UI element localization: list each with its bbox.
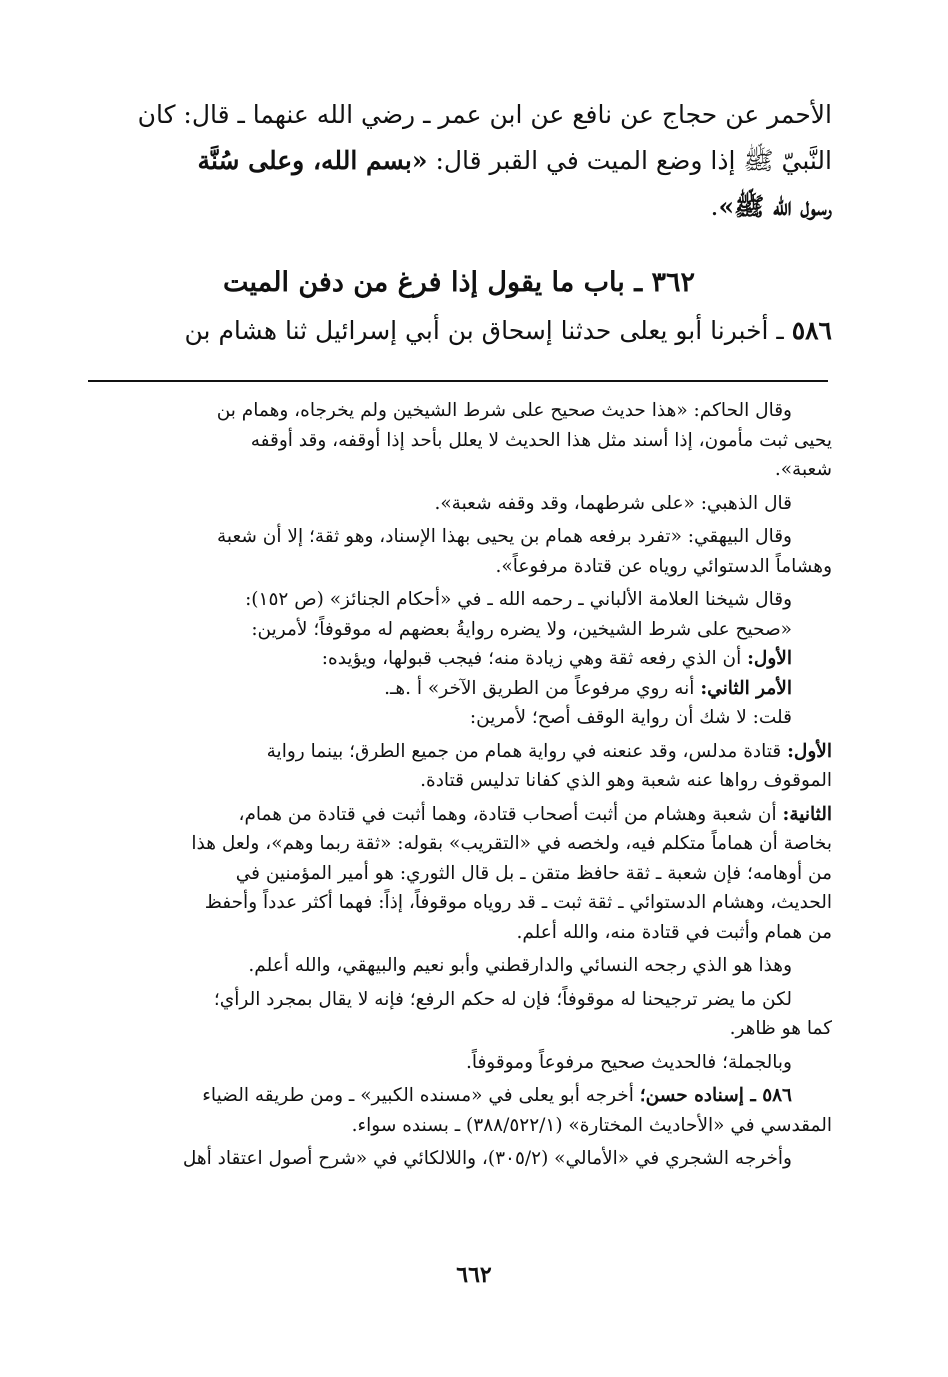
- chapter-heading: ٣٦٢ ـ باب ما يقول إذا فرغ من دفن الميت: [222, 267, 696, 298]
- page-content: [86, 92, 832, 1174]
- basmala-quote-end: رسول الله ﷺ»: [718, 192, 832, 221]
- main-line-3: [86, 184, 832, 230]
- note-line: [86, 644, 832, 674]
- note-line: لكن ما يضر ترجيحنا له موقوفاً؛ فإن له حكم الرفع؛ فإنه لا يقال بمجرد الرأي؛: [213, 988, 792, 1010]
- main-line-2: [86, 138, 832, 184]
- note-line: [86, 737, 832, 767]
- note-line: وأخرجه الشجري في «الأمالي» (٣٠٥/٢)، واللالكائي في «شرح أصول اعتقاد أهل: [182, 1148, 792, 1169]
- hadith-number: ٥٨٦: [791, 316, 832, 345]
- note-label: الأول:: [747, 648, 792, 669]
- note-line: [86, 1081, 832, 1111]
- note-line: وهشاماً الدستوائي روياه عن قتادة مرفوعاً».: [495, 555, 832, 577]
- note-line: قلت: لا شك أن رواية الوقف أصح؛ لأمرين:: [469, 707, 792, 728]
- main-line-3-end: .: [710, 192, 719, 221]
- note-label: الأمر الثاني:: [700, 677, 792, 699]
- note-label: ٥٨٦ ـ إسناده حسن؛: [639, 1085, 792, 1106]
- note-line: وهذا هو الذي رجحه النسائي والدارقطني وأبو نعيم والبيهقي، والله أعلم.: [248, 955, 792, 976]
- note-text: أنه روي مرفوعاً من الطريق الآخر» أ .هـ.: [384, 677, 701, 699]
- note-text: أن الذي رفعه ثقة وهي زيادة منه؛ فيجب قبولها، ويؤيده:: [321, 648, 748, 669]
- note-line: المقدسي في «الأحاديث المختارة» (٣٨٨/٥٢٢/١) ـ بسنده سواء.: [351, 1114, 832, 1136]
- note-586: [86, 1081, 832, 1140]
- main-text: [86, 92, 832, 230]
- note-line: شعبة».: [774, 459, 832, 480]
- note-line: بخاصة أن هماماً متكلم فيه، ولخصه في «التقريب» بقوله: «ثقة ربما وهم»، ولعل هذا: [191, 833, 832, 854]
- note-preferred: [86, 951, 832, 981]
- note-label: الثانية:: [782, 803, 832, 825]
- note-line: قال الذهبي: «على شرطهما، وقد وقفه شعبة».: [434, 492, 792, 514]
- hadith-586: [86, 308, 832, 354]
- note-line: [86, 674, 832, 704]
- note-line: يحيى ثبت مأمون، إذا أسند مثل هذا الحديث لا يعلل بأحد إذا أوقفه، وقد أوقفه: [250, 429, 832, 451]
- note-line: الحديث، وهشام الدستوائي ـ ثقة ثبت ـ قد روياه موقوفاً، إذاً: فهما أكثر عدداً وأحفظ: [204, 892, 832, 913]
- note-albani: [86, 585, 832, 615]
- note-line: وقال الحاكم: «هذا حديث صحيح على شرط الشيخين ولم يخرجاه، وهمام بن: [216, 400, 792, 421]
- note-line: وقال شيخنا العلامة الألباني ـ رحمه الله ـ في «أحكام الجنائز» (ص ١٥٢):: [245, 589, 792, 610]
- basmala-quote: «بسم الله، وعلى سُنَّة: [197, 146, 428, 175]
- note-author: [86, 703, 832, 733]
- note-bayhaqi: [86, 522, 832, 581]
- note-shajari: [86, 1144, 832, 1174]
- footnote-divider: [88, 380, 828, 382]
- note-first-reason: [86, 644, 832, 674]
- note-line: من همام وأثبت في قتادة منه، والله أعلم.: [516, 921, 832, 943]
- page-number: ٦٦٢: [456, 1262, 492, 1288]
- note-label: الأول:: [787, 740, 832, 762]
- note-first: [86, 737, 832, 796]
- note-line: كما هو ظاهر.: [729, 1018, 832, 1039]
- footnotes: [86, 396, 832, 1174]
- note-text: قتادة مدلس، وقد عنعنه في رواية همام من جميع الطرق؛ بينما رواية: [266, 740, 788, 762]
- note-hakim: [86, 396, 832, 485]
- note-however: [86, 985, 832, 1044]
- note-second-reason: [86, 674, 832, 704]
- note-line: وبالجملة؛ فالحديث صحيح مرفوعاً وموقوفاً.: [465, 1051, 792, 1073]
- note-conclusion: [86, 1048, 832, 1078]
- note-albani-quote: [86, 615, 832, 645]
- note-line: الموقوف رواها عنه شعبة وهو الذي كفانا تدليس قتادة.: [420, 770, 832, 791]
- note-dhahabi: [86, 489, 832, 519]
- note-second: [86, 800, 832, 948]
- note-line: من أوهامه؛ فإن شعبة ـ ثقة حافظ متقن ـ بل قال الثوري: هو أمير المؤمنين في: [235, 862, 832, 884]
- main-line-2-text: النَّبيّ ﷺ إذا وضع الميت في القبر قال:: [427, 146, 832, 175]
- note-line: وقال البيهقي: «تفرد برفعه همام بن يحيى بهذا الإسناد، وهو ثقة؛ إلا أن شعبة: [216, 526, 792, 547]
- note-line: «صحيح على شرط الشيخين، ولا يضره روايةُ بعضهم له موقوفاً؛ لأمرين:: [251, 618, 792, 640]
- note-text: أن شعبة وهشام من أثبت أصحاب قتادة، وهما أثبت في قتادة من همام،: [238, 803, 783, 825]
- note-line: [86, 800, 832, 830]
- main-line-1: الأحمر عن حجاج عن نافع عن ابن عمر ـ رضي الله عنهما ـ قال: كان: [137, 100, 832, 129]
- hadith-text: ـ أخبرنا أبو يعلى حدثنا إسحاق بن أبي إسرائيل ثنا هشام بن: [184, 316, 792, 345]
- note-text: أخرجه أبو يعلى في «مسنده الكبير» ـ ومن طريقه الضياء: [202, 1085, 640, 1106]
